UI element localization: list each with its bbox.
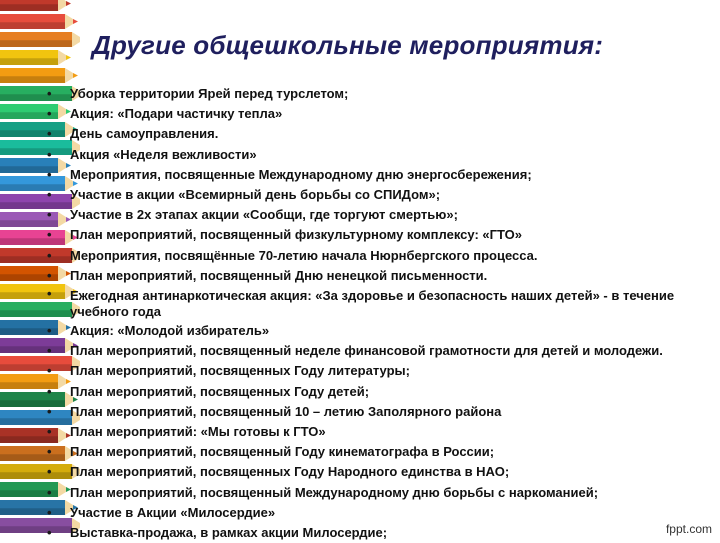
pencil <box>0 410 80 425</box>
pencil <box>0 428 71 443</box>
list-item: • Акция: «Подари частичку тепла» <box>70 104 718 124</box>
pencil <box>0 0 71 11</box>
pencil <box>0 176 78 191</box>
list-item: • План мероприятий, посвященный Дню ненецкой письменности. <box>70 266 718 286</box>
pencil <box>0 266 71 281</box>
list-item: • Участие в 2х этапах акции «Сообщи, где торгуют смертью»; <box>70 205 718 225</box>
list-item: • План мероприятий, посвященных Году детей; <box>70 382 718 402</box>
list-item: • Участие в Акции «Милосердие» <box>70 503 718 523</box>
list-item: • Мероприятия, посвящённые 70-летию начала Нюрнбергского процесса. <box>70 246 718 266</box>
pencil <box>0 104 71 119</box>
list-item: • План мероприятий, посвященный неделе финансовой грамотности для детей и молодежи. <box>70 341 718 361</box>
pencil <box>0 230 78 245</box>
events-list <box>70 84 718 543</box>
pencil <box>0 140 80 155</box>
pencil <box>0 158 71 173</box>
pencil <box>0 86 80 101</box>
pencil <box>0 302 80 317</box>
list-item: • План мероприятий: «Мы готовы к ГТО» <box>70 422 718 442</box>
pencils-decoration <box>0 0 80 540</box>
list-item: • Акция «Неделя вежливости» <box>70 145 718 165</box>
list-item: • Акция: «Молодой избиратель» <box>70 321 718 341</box>
list-item: • План мероприятий, посвященных Году Народного единства в НАО; <box>70 462 718 482</box>
list-item: • День самоуправления. <box>70 124 718 144</box>
list-item: • План мероприятий, посвященный физкультурному комплексу: «ГТО» <box>70 225 718 245</box>
pencil <box>0 122 78 137</box>
pencil <box>0 482 71 497</box>
watermark: fppt.com <box>665 522 712 536</box>
list-item: • Участие в акции «Всемирный день борьбы со СПИДом»; <box>70 185 718 205</box>
pencil <box>0 212 71 227</box>
list-item: • Выставка-продажа, в рамках акции Милосердие; <box>70 523 718 543</box>
list-item: • Мероприятия, посвященные Международному дню энергосбережения; <box>70 165 718 185</box>
list-item: • План мероприятий, посвященный 10 – летию Заполярного района <box>70 402 718 422</box>
pencil <box>0 14 78 29</box>
pencil <box>0 392 78 407</box>
list-item: • Ежегодная антинаркотическая акция: «За здоровье и безопасность наших детей» - в течение учебного года <box>70 286 718 321</box>
pencil <box>0 68 78 83</box>
list-item: • План мероприятий, посвященный Международному дню борьбы с наркоманией; <box>70 483 718 503</box>
pencil <box>0 500 78 515</box>
pencil <box>0 284 78 299</box>
pencil <box>0 374 71 389</box>
list-item: • План мероприятий, посвященных Году литературы; <box>70 361 718 381</box>
pencil <box>0 248 80 263</box>
list-item: • План мероприятий, посвященный Году кинематографа в России; <box>70 442 718 462</box>
page-title: Другие общешкольные мероприятия: <box>92 30 604 60</box>
pencil <box>0 32 80 47</box>
pencil <box>0 194 80 209</box>
pencil <box>0 518 80 533</box>
pencil <box>0 320 71 335</box>
pencil <box>0 446 78 461</box>
pencil <box>0 338 78 353</box>
pencil <box>0 356 80 371</box>
pencil <box>0 50 71 65</box>
pencil <box>0 464 80 479</box>
list-item: • Уборка территории Ярей перед турслетом; <box>70 84 718 104</box>
